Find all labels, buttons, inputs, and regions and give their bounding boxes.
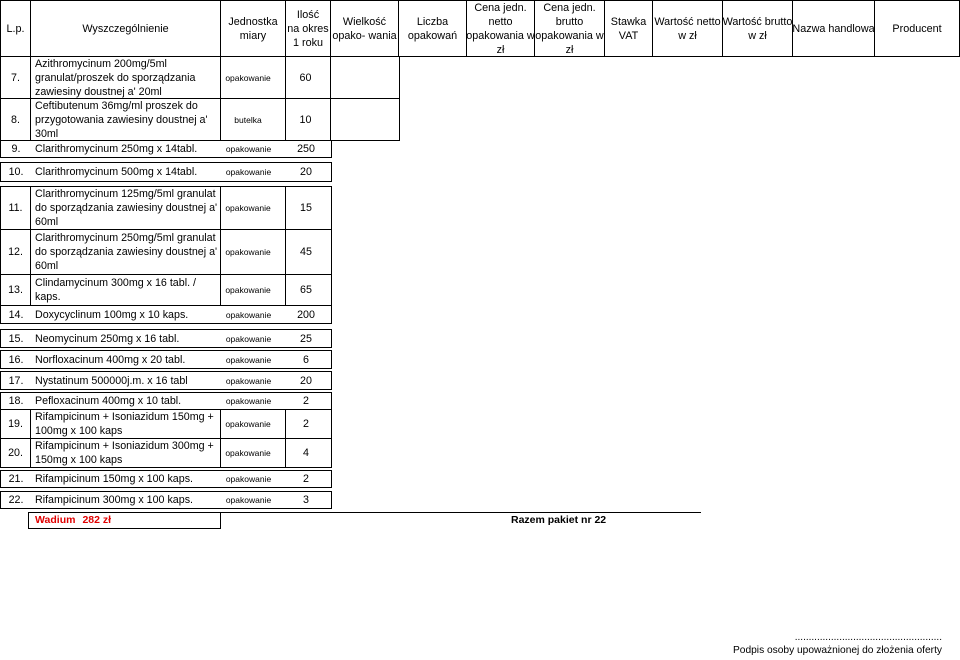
unit-of-measure: opakowanie (225, 354, 272, 365)
item-description (31, 230, 221, 274)
description-line: Rifampicinum 300mg x 100 kaps. (35, 494, 194, 506)
description-line: przygotowania zawiesiny doustnej a' (35, 113, 208, 126)
header-line: Stawka (610, 15, 647, 28)
row-number: 20. (1, 439, 31, 467)
description-line: zawiesiny doustnej a' 20ml (35, 85, 162, 98)
item-description (31, 439, 221, 467)
unit-of-measure: opakowanie (225, 474, 272, 484)
table-row (0, 410, 332, 439)
table-row (0, 57, 400, 99)
column-header-pack-size (331, 1, 399, 56)
pack-size-cell (331, 57, 399, 98)
header-line: Wyszczególnienie (82, 22, 169, 35)
item-description (31, 275, 221, 305)
quantity: 6 (303, 353, 309, 366)
table-header (0, 0, 960, 57)
table-row (0, 99, 400, 141)
description-line: Pefloxacinum 400mg x 10 tabl. (35, 395, 182, 407)
unit-of-measure: opakowanie (221, 439, 286, 467)
table-row (0, 350, 332, 369)
header-line: miary (239, 29, 267, 42)
quantity: 250 (297, 143, 315, 155)
description-line: Rifampicinum + Isoniazidum 300mg + (35, 440, 214, 452)
header-line: opakowań (407, 29, 458, 42)
column-header-trade-name (793, 1, 875, 56)
quantity: 65 (300, 284, 312, 296)
quantity: 60 (286, 57, 331, 98)
item-description (31, 372, 221, 389)
item-description (31, 330, 221, 347)
item-description (31, 306, 221, 323)
table-row (0, 329, 332, 348)
unit-of-measure: opakowanie (221, 410, 286, 438)
quantity: 4 (303, 447, 309, 459)
unit-of-measure: opakowanie (225, 375, 272, 386)
quantity: 20 (300, 166, 312, 178)
table-row (0, 275, 332, 306)
header-line: netto (488, 15, 513, 28)
column-header-producer (875, 1, 960, 56)
description-line: Rifampicinum 150mg x 100 kaps. (35, 473, 194, 485)
column-header-unit-net-price (467, 1, 535, 56)
header-line: brutto (555, 15, 584, 28)
unit-of-measure: opakowanie (225, 495, 272, 505)
bid-bond-amount: 282 zł (82, 514, 112, 526)
quantity: 2 (303, 473, 309, 485)
column-header-unit (221, 1, 286, 56)
description-line: Norfloxacinum 400mg x 20 tabl. (35, 353, 186, 366)
item-description (31, 57, 221, 98)
description-line: Clarithromycinum 250mg x 14tabl. (35, 143, 198, 155)
header-line: w zł (748, 29, 767, 42)
row-number: 19. (1, 410, 31, 438)
unit-of-measure: opakowanie (221, 275, 286, 305)
header-line: w zł (678, 29, 697, 42)
unit-of-measure: opakowanie (221, 230, 286, 274)
header-line: Wielkość (342, 15, 387, 28)
description-line: 100mg x 100 kaps (35, 425, 123, 437)
header-line: Jednostka (228, 15, 278, 28)
signature-line: ..................................................... (794, 632, 942, 643)
table-row (0, 141, 332, 158)
quantity: 20 (300, 374, 312, 387)
description-line: do sporządzania zawiesiny doustnej a' (35, 246, 218, 258)
header-line: Nazwa handlowa (792, 22, 875, 35)
description-line: Clarithromycinum 125mg/5ml granulat (35, 188, 216, 200)
header-line: 1 roku (292, 36, 323, 49)
unit-of-measure: opakowanie (225, 333, 272, 344)
column-header-description (31, 1, 221, 56)
unit-of-measure: opakowanie (225, 167, 272, 177)
row-number: 16. (8, 353, 24, 366)
description-line: 150mg x 100 kaps (35, 454, 123, 466)
table-row (0, 491, 332, 509)
header-line: Liczba (416, 15, 449, 28)
item-description (31, 492, 221, 508)
description-line: Azithromycinum 200mg/5ml (35, 57, 167, 70)
column-header-unit-gross-price (535, 1, 605, 56)
row-number: 13. (1, 275, 31, 305)
description-line: Clarithromycinum 500mg x 14tabl. (35, 166, 198, 178)
description-line: kaps. (35, 291, 61, 303)
header-line: opako- wania (332, 29, 397, 42)
header-line: Producent (892, 22, 942, 35)
unit-of-measure: opakowanie (225, 144, 272, 154)
item-description (31, 393, 221, 409)
quantity: 2 (303, 395, 309, 407)
header-line: Wartość brutto (722, 15, 793, 28)
quantity: 15 (300, 202, 312, 214)
header-line: zł (496, 43, 505, 56)
header-line: VAT (618, 29, 639, 42)
row-number: 9. (11, 143, 21, 155)
row-number: 7. (1, 57, 31, 98)
quantity: 2 (303, 418, 309, 430)
header-line: L.p. (6, 22, 25, 35)
header-line: Cena jedn. (474, 1, 527, 14)
bid-bond-box (28, 512, 221, 529)
row-number: 22. (8, 494, 24, 506)
row-number: 14. (8, 308, 24, 321)
row-number: 21. (8, 473, 24, 485)
header-line: opakowania w (535, 29, 604, 42)
table-row (0, 371, 332, 390)
row-number: 11. (1, 187, 31, 229)
row-number: 15. (8, 332, 24, 345)
row-number: 10. (8, 166, 24, 178)
unit-of-measure: butelka (221, 99, 286, 140)
description-line: Ceftibutenum 36mg/ml proszek do (35, 99, 198, 112)
table-row (0, 306, 332, 324)
signature-caption: Podpis osoby upoważnionej do złożenia oferty (733, 645, 942, 656)
header-line: na okres (287, 22, 329, 35)
bid-bond-label: Wadium (35, 514, 76, 526)
table-row (0, 392, 332, 410)
header-line: opakowania w (466, 29, 535, 42)
quantity: 25 (300, 332, 312, 345)
description-line: 60ml (35, 216, 59, 228)
item-description (31, 187, 221, 229)
description-line: Nystatinum 500000j.m. x 16 tabl (35, 374, 188, 387)
item-description (31, 163, 221, 181)
description-line: 60ml (35, 260, 59, 272)
header-line: Wartość netto (654, 15, 721, 28)
quantity: 3 (303, 494, 309, 506)
row-number: 18. (8, 395, 24, 407)
quantity: 200 (297, 308, 315, 321)
column-header-value-net (653, 1, 723, 56)
item-description (31, 471, 221, 487)
description-line: granulat/proszek do sporządzania (35, 71, 196, 84)
description-line: Neomycinum 250mg x 16 tabl. (35, 332, 180, 345)
unit-of-measure: opakowanie (225, 396, 272, 406)
description-line: Clindamycinum 300mg x 16 tabl. / (35, 277, 196, 289)
package-total-label: Razem pakiet nr 22 (511, 514, 607, 526)
description-line: Rifampicinum + Isoniazidum 150mg + (35, 411, 214, 423)
item-description (31, 351, 221, 368)
table-row (0, 439, 332, 468)
column-header-value-gross (723, 1, 793, 56)
column-header-quantity (286, 1, 331, 56)
column-header-vat (605, 1, 653, 56)
item-description (31, 99, 221, 140)
description-line: Doxycyclinum 100mg x 10 kaps. (35, 308, 189, 321)
description-line: 30ml (35, 127, 59, 140)
summary-rule (221, 512, 701, 513)
table-row (0, 470, 332, 488)
row-number: 12. (1, 230, 31, 274)
quantity: 45 (300, 246, 312, 258)
description-line: Clarithromycinum 250mg/5ml granulat (35, 232, 216, 244)
header-line: Cena jedn. (543, 1, 596, 14)
row-number: 8. (1, 99, 31, 140)
column-header-pack-count (399, 1, 467, 56)
item-description (31, 410, 221, 438)
quantity: 10 (286, 99, 331, 140)
column-header-lp (1, 1, 31, 56)
pack-size-cell (331, 99, 399, 140)
unit-of-measure: opakowanie (225, 309, 272, 320)
unit-of-measure: opakowanie (221, 57, 286, 98)
unit-of-measure: opakowanie (221, 187, 286, 229)
table-row (0, 162, 332, 182)
item-description (31, 141, 221, 157)
header-line: zł (565, 43, 574, 56)
description-line: do sporządzania zawiesiny doustnej a' (35, 202, 218, 214)
row-number: 17. (8, 374, 24, 387)
table-row (0, 230, 332, 275)
table-row (0, 186, 332, 230)
header-line: Ilość (296, 8, 320, 21)
